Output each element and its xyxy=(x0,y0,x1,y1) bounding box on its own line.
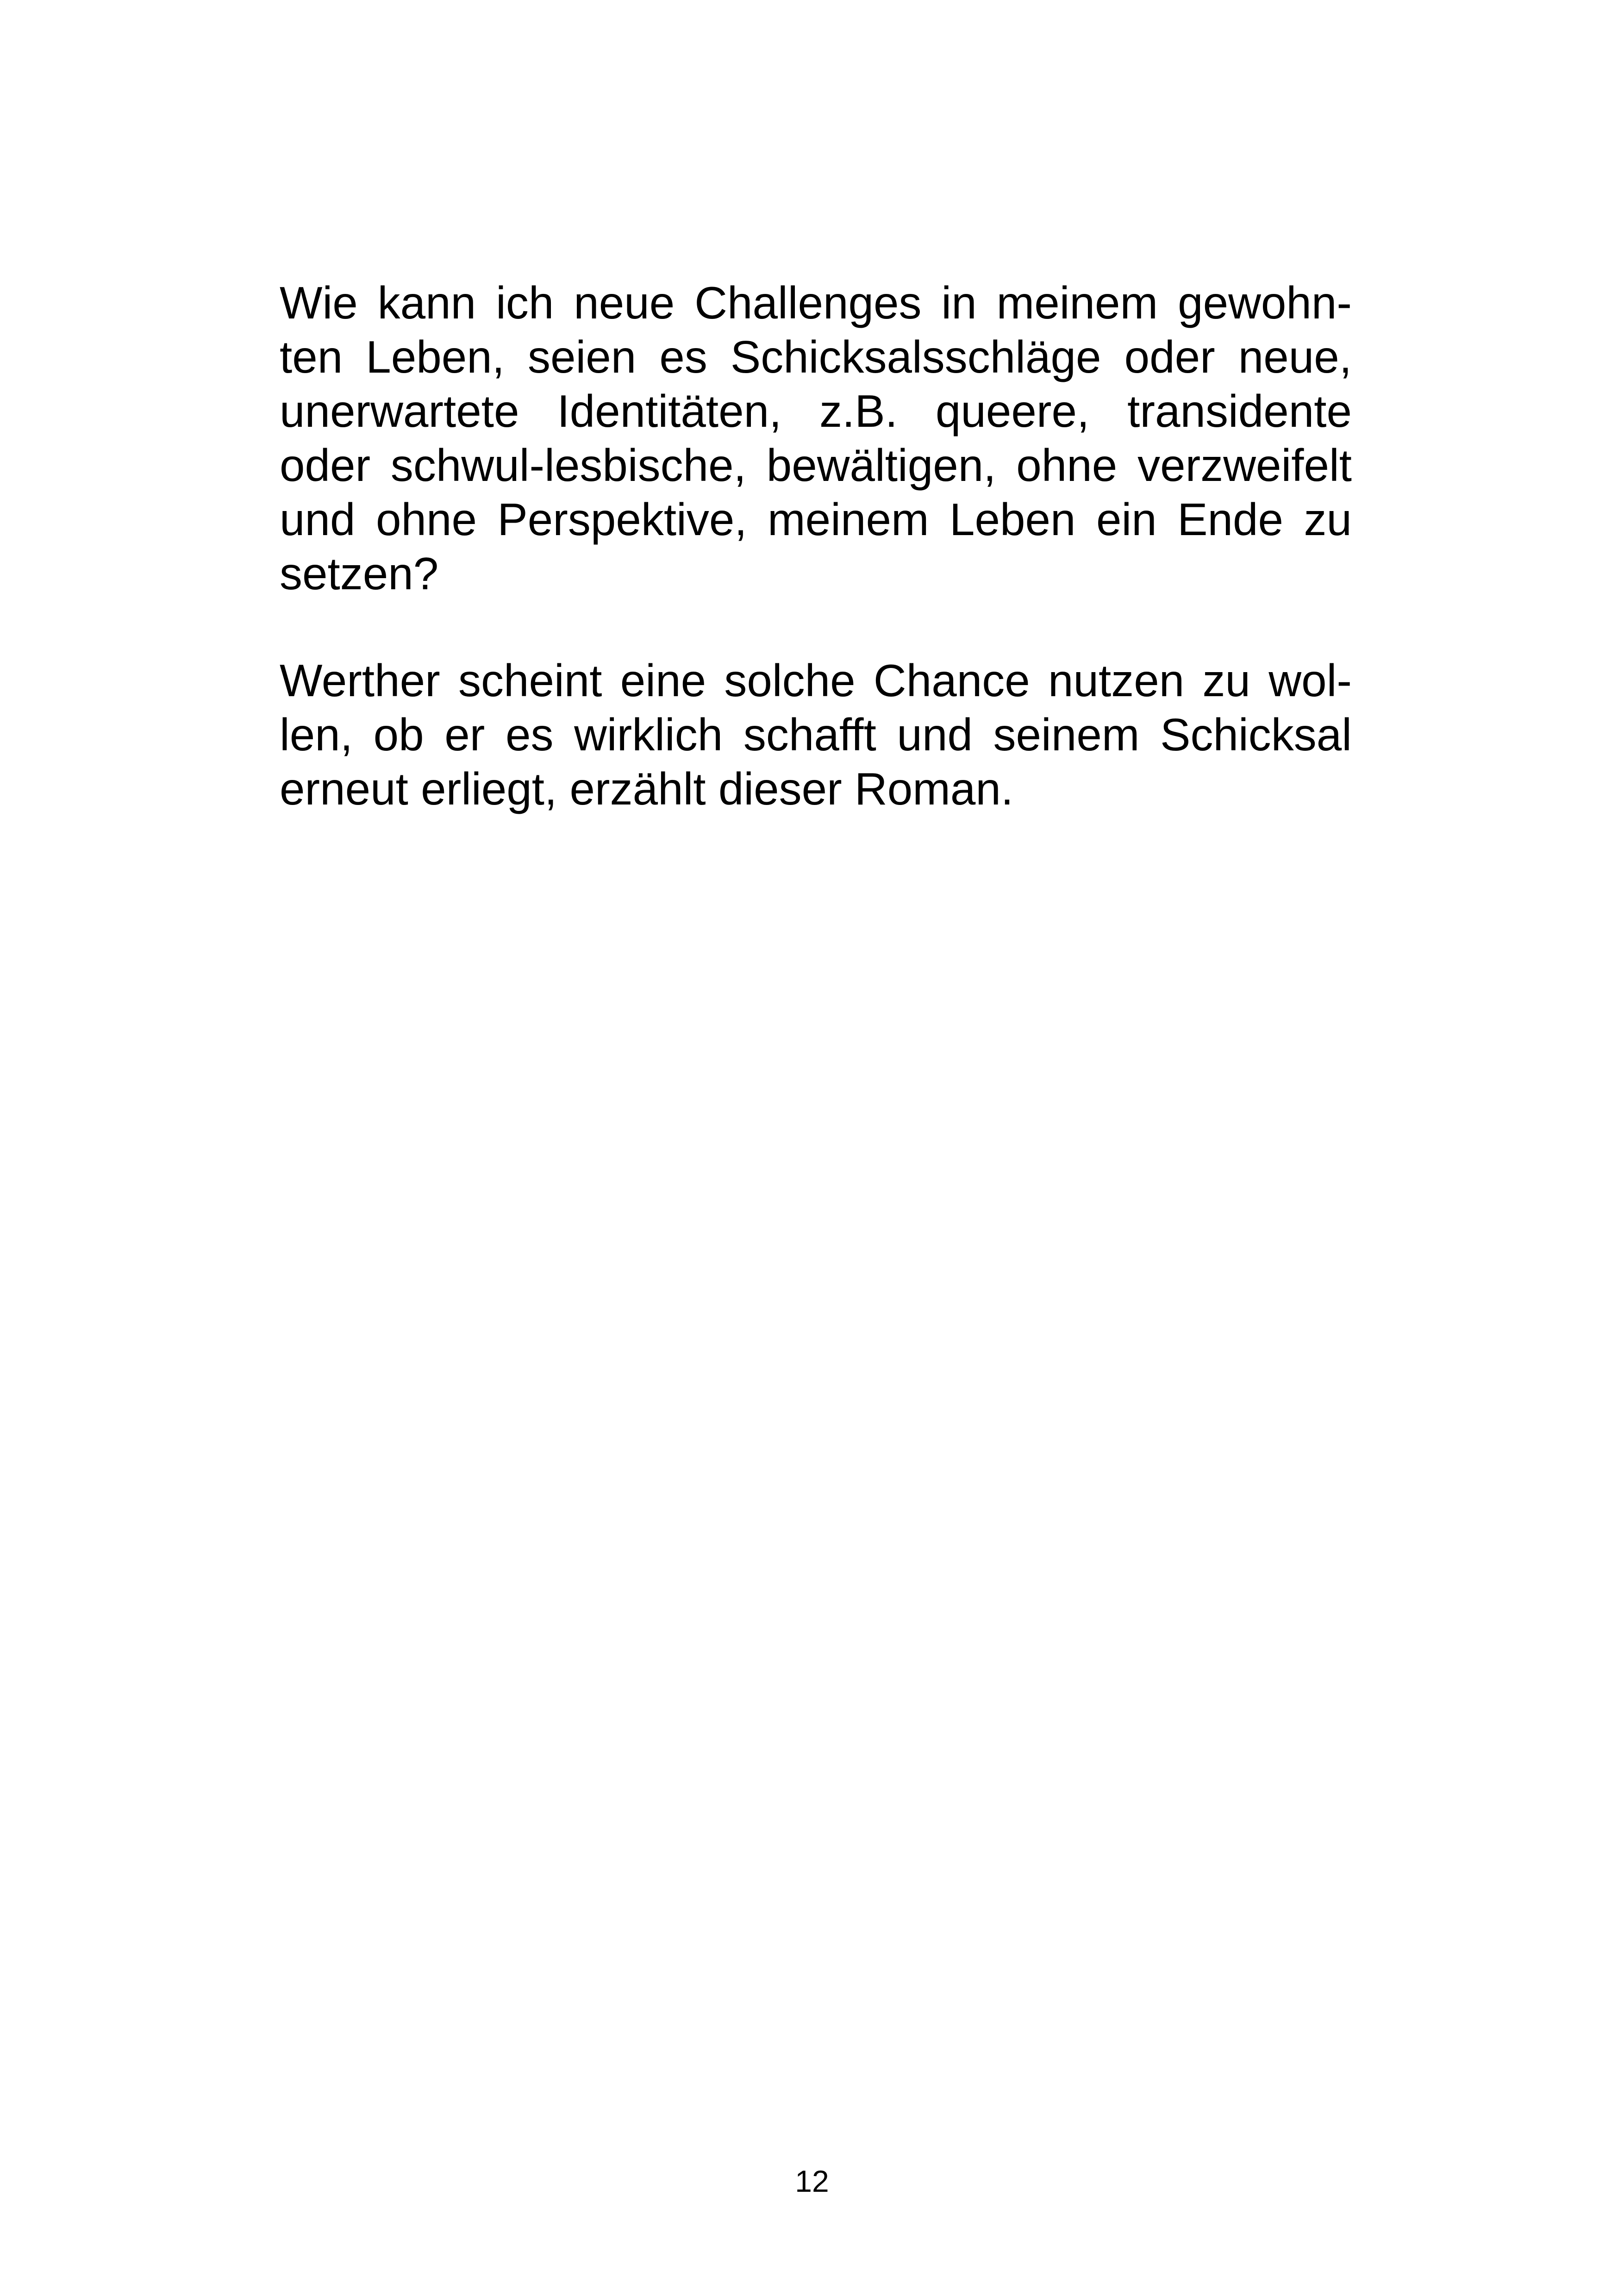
page-body xyxy=(280,276,1352,816)
paragraph-spacer xyxy=(280,601,1352,654)
text-line: Wie kann ich neue Challenges in meinem gewohn- xyxy=(280,277,1352,328)
paragraph-1 xyxy=(280,276,1352,601)
text-line: Werther scheint eine solche Chance nutzen zu wol- xyxy=(280,655,1352,706)
page-number: 12 xyxy=(795,2164,829,2198)
text-line: erneut erliegt, erzählt dieser Roman. xyxy=(280,763,1014,814)
text-line: setzen? xyxy=(280,548,439,599)
text-line: ten Leben, seien es Schicksalsschläge oder neue, xyxy=(280,331,1352,382)
text-line: unerwartete Identitäten, z.B. queere, transidente xyxy=(280,386,1352,437)
paragraph-2 xyxy=(280,654,1352,816)
text-line: len, ob er es wirklich schafft und seinem Schicksal xyxy=(280,709,1352,760)
text-line: oder schwul-lesbische, bewältigen, ohne verzweifelt xyxy=(280,440,1352,491)
text-line: und ohne Perspektive, meinem Leben ein Ende zu xyxy=(280,494,1352,545)
